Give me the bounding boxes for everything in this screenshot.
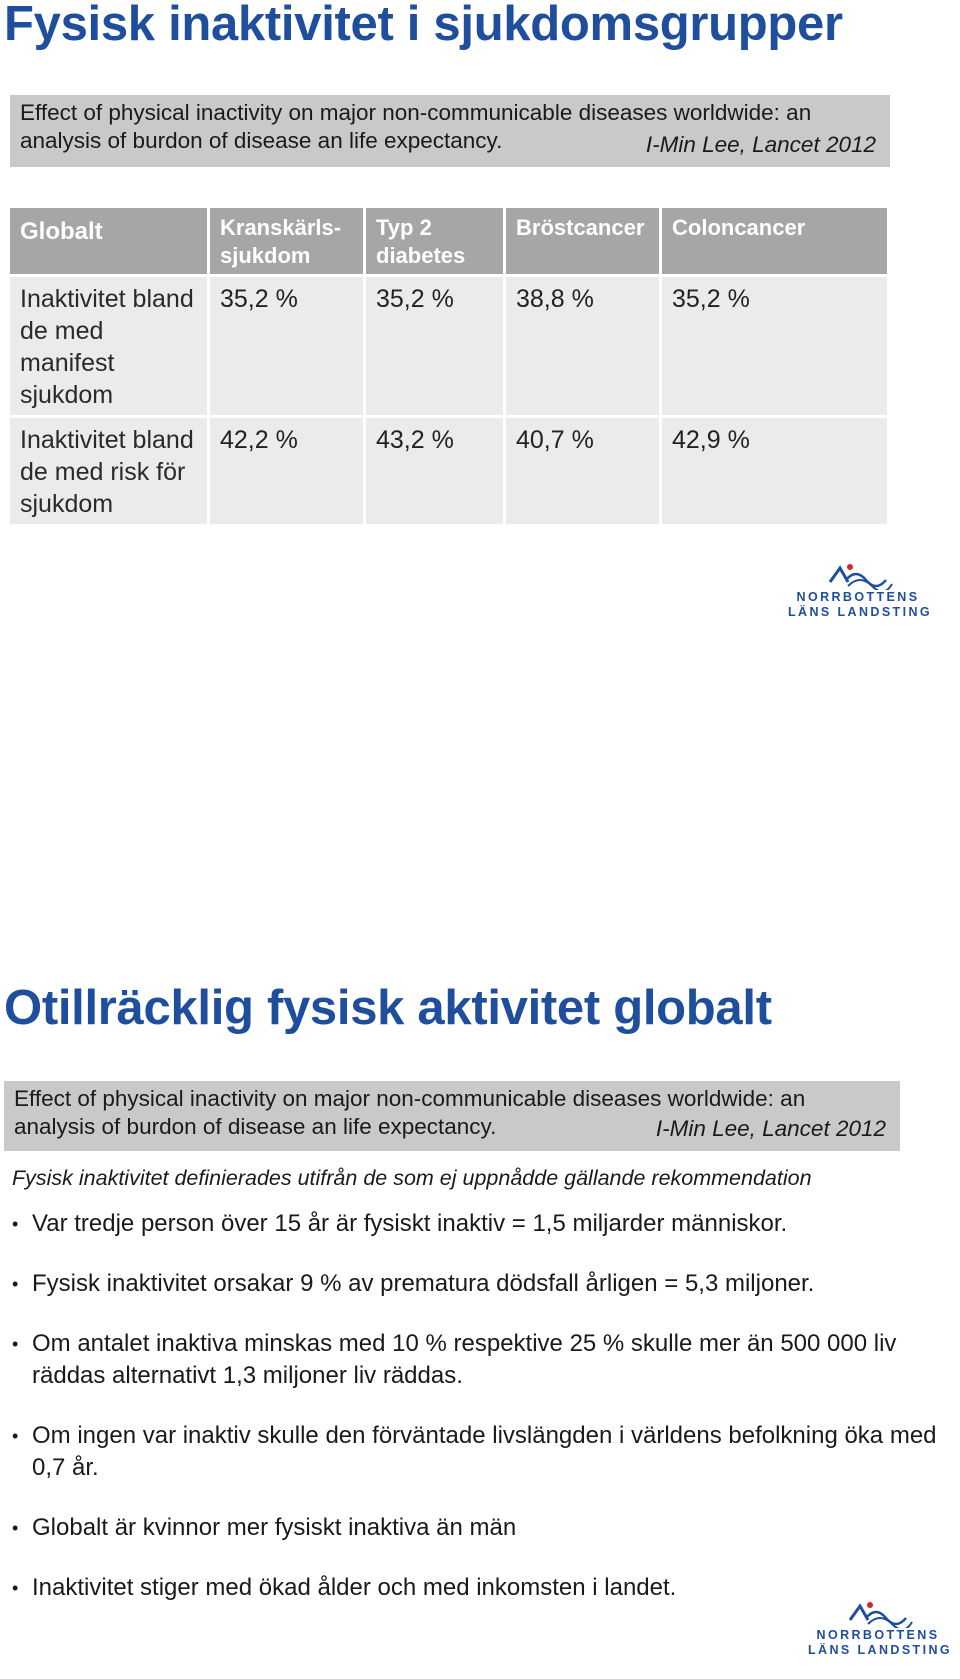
- citation-box: [10, 95, 890, 167]
- list-item-text: Fysisk inaktivitet orsakar 9 % av prematura dödsfall årligen = 5,3 miljoner.: [32, 1270, 815, 1297]
- slide-2: [0, 970, 960, 1679]
- table-row: [10, 418, 890, 527]
- list-item: [12, 1572, 942, 1604]
- table-header-cell: Coloncancer: [662, 208, 890, 277]
- table-header-cell: Kranskärls-sjukdom: [210, 208, 366, 277]
- list-item: [12, 1420, 942, 1484]
- list-item-text: Om ingen var inaktiv skulle den förväntade livslängden i världens befolkning öka med 0,7 år.: [32, 1422, 937, 1481]
- citation-text: Effect of physical inactivity on major non-communicable diseases worldwide: an analysis of burdon of disease an life expectancy.: [20, 100, 812, 153]
- fact-list: [12, 1208, 942, 1632]
- table-cell: 40,7 %: [506, 418, 662, 527]
- list-item-text: Om antalet inaktiva minskas med 10 % respektive 25 % skulle mer än 500 000 liv räddas alternativt 1,3 miljoner liv räddas.: [32, 1330, 897, 1389]
- table-cell: 43,2 %: [366, 418, 506, 527]
- table-header-row: [10, 208, 890, 277]
- bullet-icon: •: [12, 1578, 19, 1598]
- list-item: [12, 1512, 942, 1544]
- bullet-icon: •: [12, 1426, 19, 1446]
- table-cell: 38,8 %: [506, 277, 662, 418]
- list-item: [12, 1208, 942, 1240]
- table-header-cell: Globalt: [10, 208, 210, 277]
- slide-title: Fysisk inaktivitet i sjukdomsgrupper: [4, 0, 843, 51]
- citation-reference: I-Min Lee, Lancet 2012: [655, 1116, 886, 1141]
- logo-text-line1: NORRBOTTENS: [816, 1628, 940, 1642]
- logo-text-line1: NORRBOTTENS: [796, 590, 920, 604]
- logo-wave-icon: [808, 1598, 948, 1628]
- norrbotten-logo: [788, 560, 933, 620]
- table-cell: 35,2 %: [662, 277, 890, 418]
- logo-wave-icon: [788, 560, 928, 590]
- table-header-cell: Bröstcancer: [506, 208, 662, 277]
- table-row-label: Inaktivitet bland de med risk för sjukdom: [10, 418, 210, 527]
- norrbotten-logo: [808, 1598, 953, 1658]
- list-item-text: Globalt är kvinnor mer fysiskt inaktiva än män: [32, 1514, 517, 1541]
- list-item-text: Inaktivitet stiger med ökad ålder och med inkomsten i landet.: [32, 1574, 677, 1601]
- list-item: [12, 1328, 942, 1392]
- bullet-icon: •: [12, 1334, 19, 1354]
- definition-subtitle: Fysisk inaktivitet definierades utifrån de som ej uppnådde gällande rekommendation: [12, 1166, 812, 1190]
- table-cell: 42,9 %: [662, 418, 890, 527]
- logo-text-line2: LÄNS LANDSTING: [808, 1643, 953, 1657]
- bullet-icon: •: [12, 1274, 19, 1294]
- table-row: [10, 277, 890, 418]
- table-cell: 35,2 %: [366, 277, 506, 418]
- table-row-label: Inaktivitet bland de med manifest sjukdom: [10, 277, 210, 418]
- slide-title: Otillräcklig fysisk aktivitet globalt: [4, 981, 772, 1035]
- bullet-icon: •: [12, 1518, 19, 1538]
- table-cell: 35,2 %: [210, 277, 366, 418]
- citation-reference: I-Min Lee, Lancet 2012: [645, 132, 876, 157]
- table-cell: 42,2 %: [210, 418, 366, 527]
- list-item: [12, 1268, 942, 1300]
- inactivity-table: [10, 208, 890, 527]
- citation-box: [4, 1081, 900, 1151]
- logo-text-line2: LÄNS LANDSTING: [788, 605, 933, 619]
- list-item-text: Var tredje person över 15 år är fysiskt inaktiv = 1,5 miljarder människor.: [32, 1210, 788, 1237]
- citation-text: Effect of physical inactivity on major non-communicable diseases worldwide: an analysis of burdon of disease an life expectancy.: [14, 1086, 806, 1139]
- table-header-cell: Typ 2 diabetes: [366, 208, 506, 277]
- bullet-icon: •: [12, 1214, 19, 1234]
